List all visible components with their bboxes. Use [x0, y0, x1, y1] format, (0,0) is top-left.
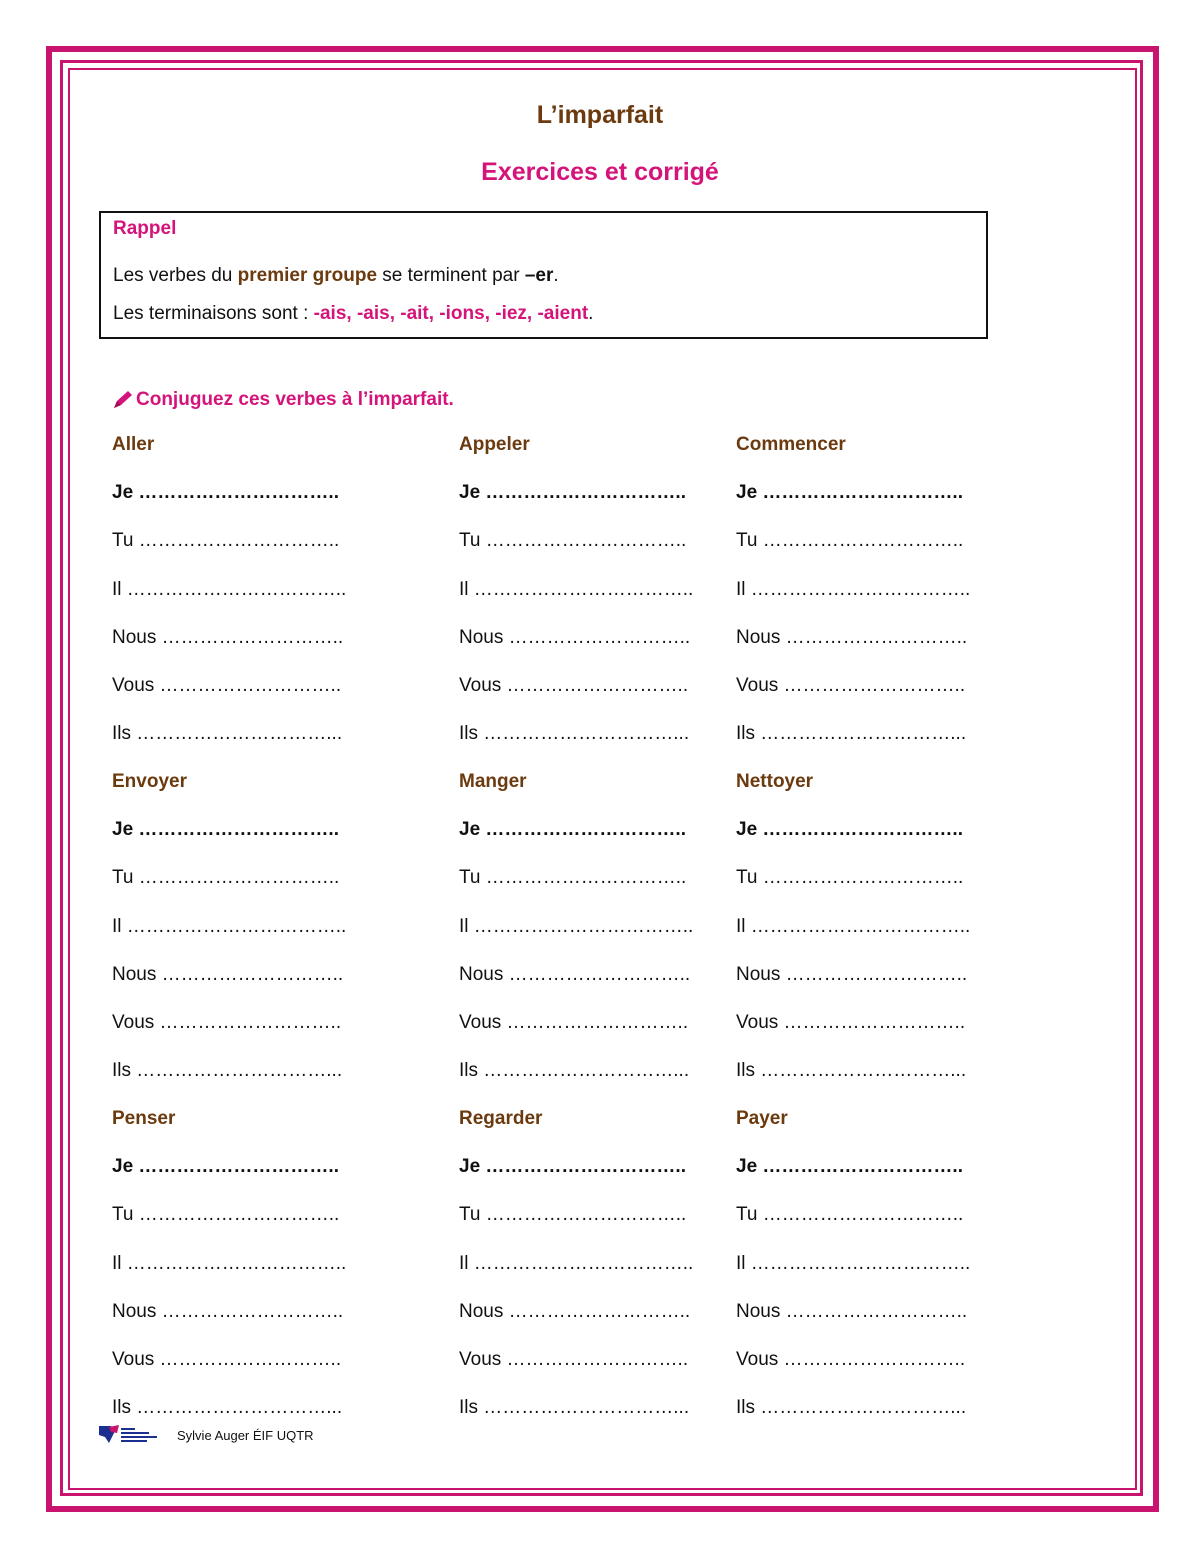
- conjugation-blank[interactable]: Tu …………………………..: [112, 1204, 340, 1225]
- conjugation-blank[interactable]: Vous ………………………..: [459, 675, 689, 696]
- conjugation-blank[interactable]: Vous ………………………..: [736, 1012, 966, 1033]
- eif-logo: [97, 1423, 175, 1447]
- conjugation-blank[interactable]: Nous ………………………..: [459, 964, 691, 985]
- conjugation-blank[interactable]: Tu …………………………..: [112, 867, 340, 888]
- conjugation-blank[interactable]: Tu …………………………..: [112, 530, 340, 551]
- conjugation-blank[interactable]: Il ……………………………..: [112, 579, 347, 600]
- verb-name: Envoyer: [112, 771, 187, 792]
- conjugation-blank[interactable]: Il ……………………………..: [736, 916, 971, 937]
- conjugation-blank[interactable]: Il ……………………………..: [736, 1253, 971, 1274]
- conjugation-blank[interactable]: Vous ………………………..: [459, 1012, 689, 1033]
- conjugation-blank[interactable]: Nous ………………………..: [112, 627, 344, 648]
- conjugation-blank[interactable]: Il ……………………………..: [459, 579, 694, 600]
- conjugation-blank[interactable]: Ils …………………………...: [459, 1060, 690, 1081]
- conjugation-blank[interactable]: Tu …………………………..: [459, 530, 687, 551]
- conjugation-blank[interactable]: Ils …………………………...: [736, 1397, 967, 1418]
- rappel-ending-er: –er: [524, 265, 554, 286]
- verb-name: Nettoyer: [736, 771, 814, 792]
- rappel-line-1-mid: se terminent par: [377, 265, 525, 286]
- conjugation-blank[interactable]: Il ……………………………..: [459, 1253, 694, 1274]
- conjugation-blank[interactable]: Tu …………………………..: [736, 867, 964, 888]
- rappel-line-2-post: .: [588, 303, 594, 324]
- rappel-heading: Rappel: [113, 218, 177, 239]
- conjugation-blank[interactable]: Je …………………………..: [459, 819, 686, 840]
- rappel-box: [99, 211, 988, 339]
- verb-name: Aller: [112, 434, 155, 455]
- rappel-line-2: [113, 303, 593, 325]
- conjugation-blank[interactable]: Je …………………………..: [112, 482, 339, 503]
- conjugation-blank[interactable]: Ils …………………………...: [112, 1060, 343, 1081]
- conjugation-blank[interactable]: Ils …………………………...: [112, 723, 343, 744]
- rappel-line-1: [113, 265, 559, 287]
- verb-name: Appeler: [459, 434, 530, 455]
- conjugation-blank[interactable]: Je …………………………..: [736, 1156, 963, 1177]
- page-subtitle: Exercices et corrigé: [481, 158, 719, 186]
- footer: [97, 1423, 314, 1447]
- conjugation-blank[interactable]: Je …………………………..: [112, 819, 339, 840]
- conjugation-blank[interactable]: Nous ………………………..: [112, 1301, 344, 1322]
- exercise-instruction: [112, 389, 454, 411]
- conjugation-blank[interactable]: Je …………………………..: [459, 1156, 686, 1177]
- conjugation-blank[interactable]: Tu …………………………..: [459, 1204, 687, 1225]
- rappel-line-1-post: .: [553, 265, 559, 286]
- conjugation-blank[interactable]: Vous ………………………..: [459, 1349, 689, 1370]
- conjugation-blank[interactable]: Je …………………………..: [459, 482, 686, 503]
- conjugation-blank[interactable]: Ils …………………………...: [736, 1060, 967, 1081]
- conjugation-blank[interactable]: Ils …………………………...: [459, 723, 690, 744]
- conjugation-blank[interactable]: Il ……………………………..: [459, 916, 694, 937]
- conjugation-blank[interactable]: Ils …………………………...: [459, 1397, 690, 1418]
- conjugation-blank[interactable]: Nous ………………………..: [736, 1301, 968, 1322]
- conjugation-blank[interactable]: Tu …………………………..: [736, 530, 964, 551]
- footer-credit: Sylvie Auger ÉIF UQTR: [177, 1427, 314, 1443]
- verb-name: Payer: [736, 1108, 788, 1129]
- verb-name: Regarder: [459, 1108, 543, 1129]
- conjugation-blank[interactable]: Vous ………………………..: [112, 675, 342, 696]
- conjugation-blank[interactable]: Tu …………………………..: [736, 1204, 964, 1225]
- conjugation-blank[interactable]: Il ……………………………..: [112, 916, 347, 937]
- rappel-group-highlight: premier groupe: [237, 265, 378, 286]
- verb-name: Commencer: [736, 434, 846, 455]
- conjugation-blank[interactable]: Je …………………………..: [736, 482, 963, 503]
- conjugation-blank[interactable]: Vous ………………………..: [736, 1349, 966, 1370]
- conjugation-blank[interactable]: Je …………………………..: [112, 1156, 339, 1177]
- conjugation-blank[interactable]: Nous ………………………..: [736, 627, 968, 648]
- conjugation-blank[interactable]: Nous ………………………..: [112, 964, 344, 985]
- verb-name: Manger: [459, 771, 527, 792]
- conjugation-blank[interactable]: Tu …………………………..: [459, 867, 687, 888]
- pencil-icon: [112, 390, 134, 410]
- conjugation-blank[interactable]: Il ……………………………..: [736, 579, 971, 600]
- page-title: L’imparfait: [536, 101, 664, 129]
- conjugation-blank[interactable]: Je …………………………..: [736, 819, 963, 840]
- conjugation-blank[interactable]: Ils …………………………...: [112, 1397, 343, 1418]
- conjugation-blank[interactable]: Nous ………………………..: [459, 627, 691, 648]
- conjugation-blank[interactable]: Il ……………………………..: [112, 1253, 347, 1274]
- conjugation-blank[interactable]: Nous ………………………..: [736, 964, 968, 985]
- rappel-endings: -ais, -ais, -ait, -ions, -iez, -aient: [313, 303, 589, 324]
- rappel-line-1-pre: Les verbes du: [113, 265, 238, 286]
- conjugation-blank[interactable]: Nous ………………………..: [459, 1301, 691, 1322]
- conjugation-blank[interactable]: Vous ………………………..: [112, 1012, 342, 1033]
- verb-name: Penser: [112, 1108, 176, 1129]
- rappel-line-2-pre: Les terminaisons sont :: [113, 303, 314, 324]
- conjugation-blank[interactable]: Vous ………………………..: [736, 675, 966, 696]
- conjugation-blank[interactable]: Vous ………………………..: [112, 1349, 342, 1370]
- conjugation-blank[interactable]: Ils …………………………...: [736, 723, 967, 744]
- instruction-text: Conjuguez ces verbes à l’imparfait.: [136, 389, 454, 410]
